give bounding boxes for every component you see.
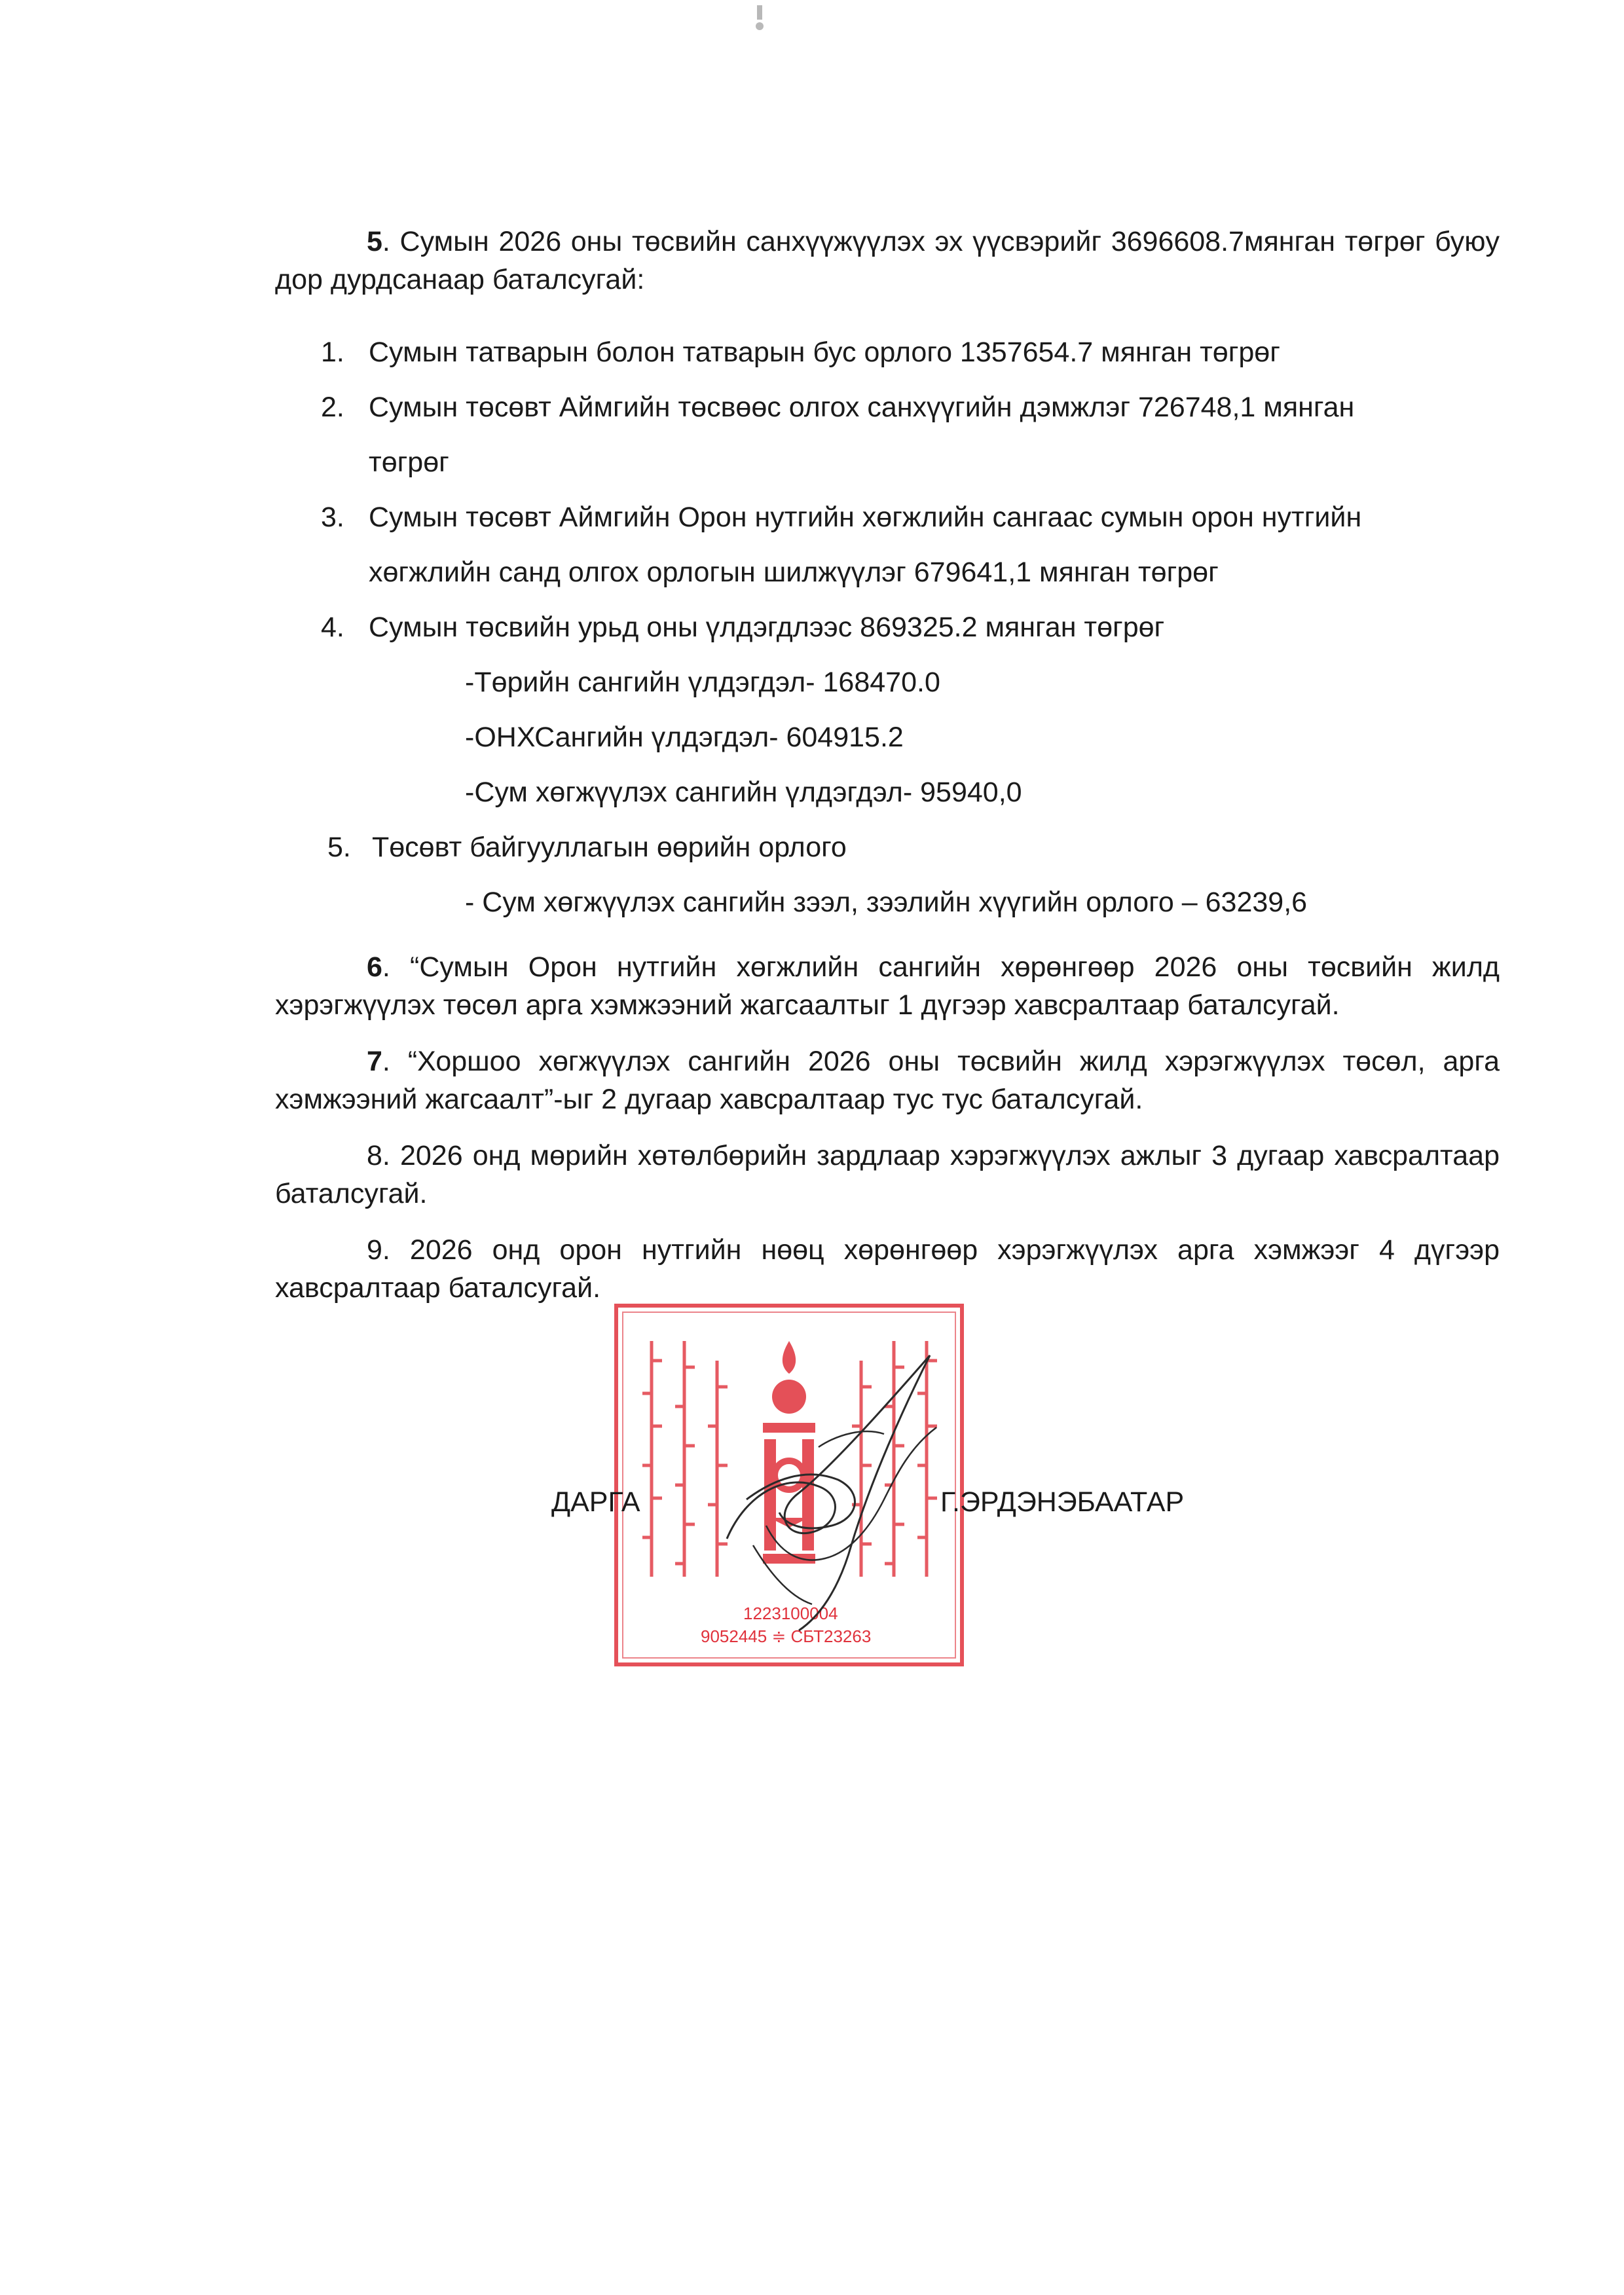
handwritten-signature-icon [688,1329,989,1643]
paragraph-8: 8. 2026 онд мөрийн хөтөлбөрийн зардлаар хэрэгжүүлэх ажлыг 3 дугаар хавсралтаар баталсугай. [275,1140,1500,1209]
sub-item-3: -Сум хөгжүүлэх сангийн үлдэгдэл- 95940,0 [465,777,1022,808]
paragraph-5-text: . Сумын 2026 оны төсвийн санхүүжүүлэх эх үүсвэрийг 3696608.7мянган төгрөг буюу дор дурдсанаар баталсугай: [275,226,1500,295]
sub-item-5: - Сум хөгжүүлэх сангийн зээл, зээлийн хүүгийн орлого – 63239,6 [465,887,1308,918]
list-item-2: 2. Сумын төсөвт Аймгийн төсвөөс олгох санхүүгийн дэмжлэг 726748,1 мянган төгрөг [321,392,1355,478]
paragraph-5 [275,223,1500,299]
signatory-name: Г.ЭРДЭНЭБААТАР [940,1486,1185,1518]
sub-item-2: -ОНХСангийн үлдэгдэл- 604915.2 [465,722,904,753]
signatory-title: ДАРГА [551,1486,640,1518]
stamp-number-1: 1223100004 [743,1604,838,1623]
scan-artifact-icon [740,0,779,46]
funding-source-list [275,325,1500,930]
paragraph-7: 7. “Хоршоо хөгжүүлэх сангийн 2026 оны төсвийн жилд хэрэгжүүлэх төсөл, арга хэмжээний жагсаалт”-ыг 2 дугаар хавсралтаар тус тус баталсугай. [275,1046,1500,1115]
paragraph-9: 9. 2026 онд орон нутгийн нөөц хөрөнгөөр хэрэгжүүлэх арга хэмжээг 4 дүгээр хавсралтаар баталсугай. [275,1234,1500,1304]
list-item-1: 1. Сумын татварын болон татварын бус орлого 1357654.7 мянган төгрөг [321,337,1280,368]
document-body [275,223,1500,1307]
list-item-3: 3. Сумын төсөвт Аймгийн Орон нутгийн хөгжлийн сангаас сумын орон нутгийн хөгжлийн санд олгох орлогын шилжүүлэг 679641,1 мянган төгрөг [321,502,1362,588]
stamp-number-2: 9052445 ≑ СБТ23263 [701,1626,872,1646]
list-item-5: 5. Төсөвт байгууллагын өөрийн орлого [327,832,847,863]
paragraph-6: 6. “Сумын Орон нутгийн хөгжлийн сангийн хөрөнгөөр 2026 оны төсвийн жилд хэрэгжүүлэх төсөл арга хэмжээний жагсаалтыг 1 дүгээр хавсралтаар баталсугай. [275,951,1500,1021]
paragraph-5-number: 5 [367,226,382,257]
list-item-4: 4. Сумын төсвийн урьд оны үлдэгдлээс 869325.2 мянган төгрөг [321,612,1165,643]
sub-item-1: -Төрийн сангийн үлдэгдэл- 168470.0 [465,667,940,698]
